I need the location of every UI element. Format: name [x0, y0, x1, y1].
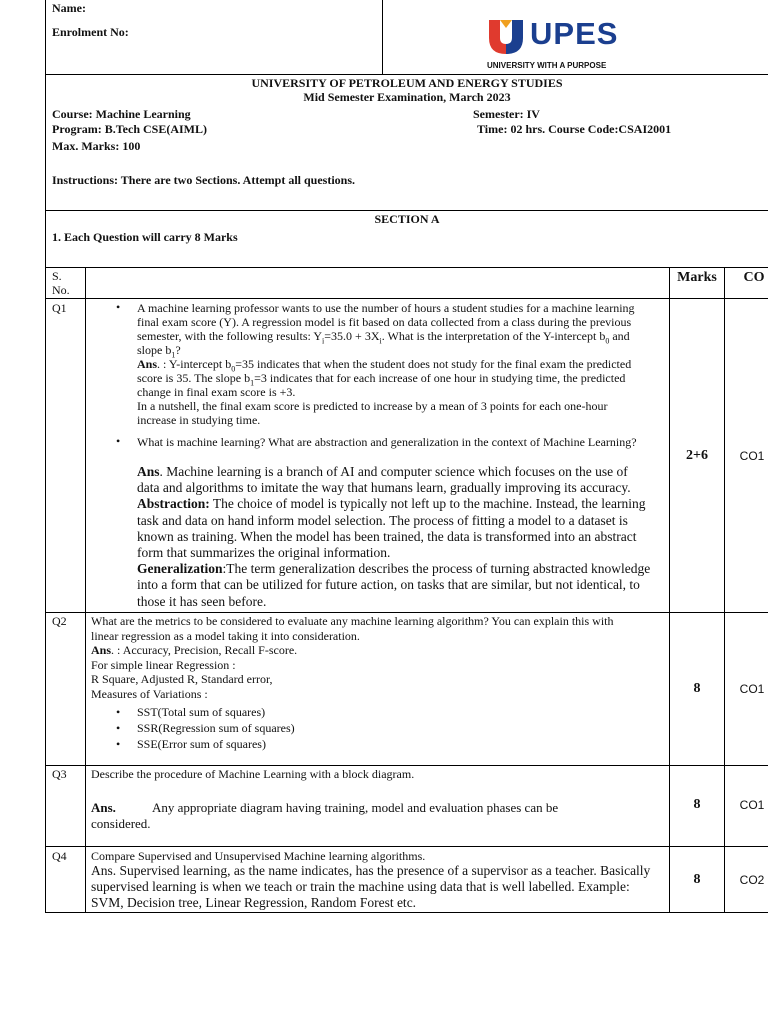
q1-a-line2: final exam score (Y). A regression model is fit based on data collected from a class during the previous [137, 315, 632, 329]
q2-ans-line: Ans. : Accuracy, Precision, Recall F-score. [91, 643, 298, 657]
q3-line1: Describe the procedure of Machine Learning with a block diagram. [91, 767, 415, 781]
q1-bullet-a: • [116, 300, 121, 314]
q3-ans-label: Ans. [91, 800, 116, 815]
col-divider-question [669, 267, 670, 913]
section-title: SECTION A [374, 212, 440, 226]
list-item: • SSR(Regression sum of squares) [116, 721, 295, 735]
q2-label: Q2 [52, 614, 67, 628]
upes-tagline: UNIVERSITY WITH A PURPOSE [487, 61, 607, 70]
university-title: UNIVERSITY OF PETROLEUM AND ENERGY STUDIES [251, 76, 563, 90]
q1-ans2-line2: data and algorithms to imitate the way that humans learn, gradually improving its accuracy. [137, 480, 631, 496]
q2-co: CO1 [739, 682, 765, 696]
q3-marks: 8 [693, 797, 701, 812]
instructions: Instructions: There are two Sections. Attempt all questions. [52, 173, 355, 187]
q1-co: CO1 [739, 449, 765, 463]
q1-bullet-b: • [116, 434, 121, 448]
name-label: Name: [52, 1, 86, 15]
enrolment-label: Enrolment No: [52, 25, 129, 39]
max-marks-line: Max. Marks: 100 [52, 139, 141, 153]
list-item: • SSE(Error sum of squares) [116, 737, 266, 751]
q2-line6: Measures of Variations : [91, 686, 208, 701]
col-divider-marks [724, 267, 725, 913]
q1-a-line1: A machine learning professor wants to use the number of hours a student studies for a machine learning [137, 301, 635, 315]
q1-ans2-line1: Ans. Machine learning is a branch of AI and computer science which focuses on the use of [137, 464, 628, 479]
q3-label: Q3 [52, 767, 67, 781]
q1-a-line4: slope $b_1$? [137, 343, 181, 360]
header-divider [45, 74, 768, 75]
q1-b-line: What is machine learning? What are abstraction and generalization in the context of Machine Learning? [137, 435, 637, 449]
q4-co: CO2 [739, 873, 765, 887]
q2-line2: linear regression as a model taking it into consideration. [91, 628, 360, 643]
q4-line2: Ans. Supervised learning, as the name indicates, has the presence of a supervisor as a teacher. Basically [91, 863, 651, 878]
head-sno-line2: No. [52, 283, 70, 297]
q1-part-b-answer [137, 464, 667, 610]
q1-ans1-line2: score is 35. The slope $b_1=3$ indicates that for each increase of one hour in studying time, the predicted [137, 371, 626, 388]
q1-ans1-line1: Ans. : Y-intercept $b_0=35$ indicates that when the student does not study for the final exam the predicted [137, 357, 632, 374]
q1-ans1-line4: In a nutshell, the final exam score is predicted to increase by a mean of 3 points for each one-hour [137, 399, 608, 413]
col-divider-sno [85, 267, 86, 913]
program-line: Program: B.Tech CSE(AIML) [52, 122, 207, 136]
course-line: Course: Machine Learning [52, 107, 191, 121]
q1-ans1-line3: change in final exam score is +3. [137, 385, 296, 399]
q4-line1: Compare Supervised and Unsupervised Machine learning algorithms. [91, 849, 426, 863]
q1-abstraction-line2: task and data on hand inform model selection. The process of fitting a model to a dataset is [137, 512, 628, 528]
q4-line4: SVM, Decision tree, Linear Regression, Random Forest etc. [91, 895, 417, 910]
table-top-border [45, 267, 768, 268]
q3-ans-line2: considered. [91, 816, 151, 831]
row-divider-q2 [45, 765, 768, 766]
q2-bullet-list [116, 704, 295, 752]
q1-abstraction-line3: known as training. When the model has been trained, the data is transformed into an abstract [137, 528, 637, 544]
section-note [52, 230, 238, 244]
q1-ans1-line5: increase in studying time. [137, 413, 261, 427]
exam-name: Mid Semester Examination, March 2023 [303, 90, 511, 104]
q2-marks: 8 [693, 681, 701, 696]
q1-marks: 2+6 [686, 448, 708, 463]
semester-line: Semester: IV [473, 107, 540, 121]
head-marks: Marks [677, 270, 717, 285]
q2-line4: For simple linear Regression : [91, 657, 236, 672]
q1-generalization-line2: into a form that can be utilized for future action, on tasks that are similar, but not identical, to [137, 577, 640, 593]
q2-line5: R Square, Adjusted R, Standard error, [91, 672, 273, 686]
upes-logo-icon [486, 16, 526, 56]
row-divider-q3 [45, 846, 768, 847]
q4-marks: 8 [693, 872, 701, 887]
upes-logo-text: UPES [530, 16, 619, 51]
head-sno-line1: S. [52, 269, 62, 283]
list-item: • SST(Total sum of squares) [116, 705, 266, 719]
q3-co: CO1 [739, 798, 765, 812]
q2-line1: What are the metrics to be considered to evaluate any machine learning algorithm? You can explain this with [91, 614, 614, 628]
q2-text [91, 614, 667, 701]
section-note-number: 1. [52, 230, 61, 244]
left-border [45, 0, 46, 912]
q4-label: Q4 [52, 849, 67, 863]
section-note-text: Each Question will carry 8 Marks [64, 230, 238, 244]
q1-part-a [137, 301, 667, 427]
q1-label: Q1 [52, 301, 67, 315]
q4-line3: supervised learning is when we teach or train the machine using data that is well labelled. Example: [91, 879, 630, 894]
q1-generalization-line1: Generalization:The term generalization describes the process of turning abstracted knowledge [137, 561, 651, 577]
q1-generalization-line3: those it has seen before. [137, 593, 267, 609]
q3-ans-line1: Any appropriate diagram having training, model and evaluation phases can be [152, 800, 559, 815]
table-bottom-border [45, 912, 768, 913]
q4-answer [91, 863, 667, 911]
header-mid-divider [382, 0, 383, 74]
q1-abstraction-line1: Abstraction: The choice of model is typically not left up to the machine. Instead, the learning [137, 496, 646, 512]
row-divider-q1 [45, 612, 768, 613]
q1-a-line3: semester, with the following results: $Y_i=35.0 + 3X_i$. What is the interpretation of the Y-intercept $b_0$ and [137, 329, 630, 346]
q1-abstraction-line4: form that summarizes the original information. [137, 545, 391, 561]
head-co: CO [743, 270, 765, 285]
time-code-line: Time: 02 hrs. Course Code:CSAI2001 [477, 122, 672, 136]
table-head-bottom [45, 298, 768, 299]
section-divider [45, 210, 768, 211]
